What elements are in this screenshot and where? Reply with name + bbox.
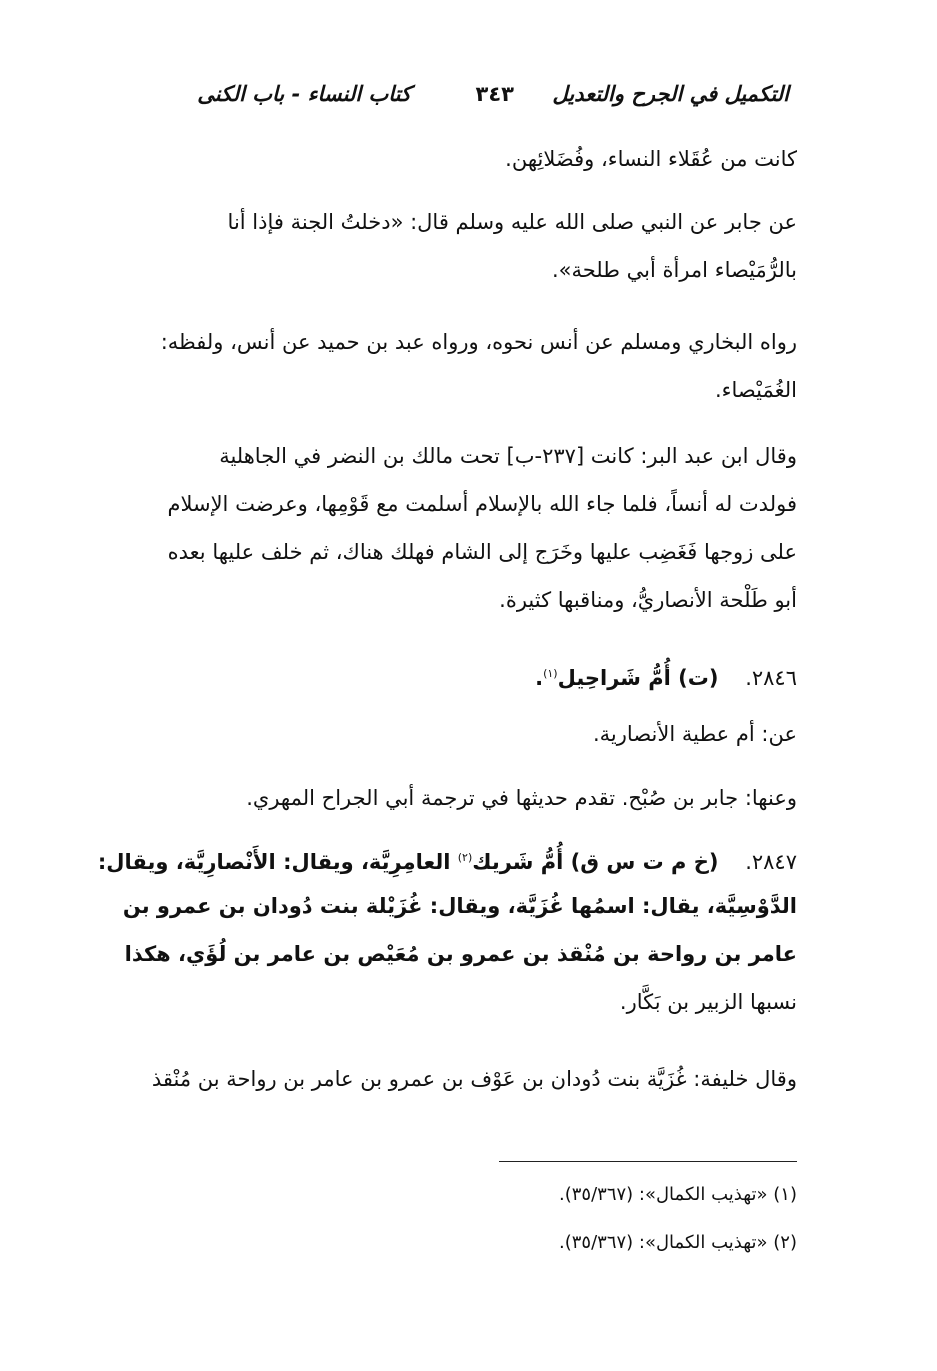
text-line: نسبها الزبير بن بَكَّار. xyxy=(619,990,797,1014)
paragraph-hadith xyxy=(107,198,797,294)
text-line: وعنها: جابر بن صُبْح. تقدم حديثها في ترجمة أبي الجراح المهري. xyxy=(246,786,797,810)
header-book-title: التكميل في الجرح والتعديل xyxy=(552,82,789,106)
paragraph-khalifa xyxy=(107,1055,797,1103)
text-line: على زوجها فَغَضِب عليها وخَرَج إلى الشام فهلك هناك، ثم خلف عليها بعده xyxy=(167,540,797,564)
entry-name: (خ م ت س ق) أُمُّ شَريك xyxy=(472,850,719,874)
text-line: أبو طَلْحة الأنصاريُّ، ومناقبها كثيرة. xyxy=(499,588,797,612)
text-line: عن: أم عطية الأنصارية. xyxy=(593,722,797,746)
text-line: الغُمَيْصاء. xyxy=(714,378,797,402)
entry-2847 xyxy=(97,834,797,1026)
running-header xyxy=(129,82,789,118)
footnote-ref: (١) xyxy=(543,667,558,680)
text-line: رواه البخاري ومسلم عن أنس نحوه، ورواه عبد بن حميد عن أنس، ولفظه: xyxy=(160,330,797,354)
text-line: فولدت له أنساً، فلما جاء الله بالإسلام أسلمت مع قَوْمِها، وعرضت الإسلام xyxy=(167,492,797,516)
entry-number: ٢٨٤٦. xyxy=(745,666,797,690)
header-section: كتاب النساء - باب الكنى xyxy=(197,82,411,106)
text-line: كانت من عُقَلاء النساء، وفُضَلائِهن. xyxy=(505,147,797,171)
page-number: ٣٤٣ xyxy=(475,82,514,106)
paragraph-1 xyxy=(107,135,797,183)
entry-2846 xyxy=(107,650,797,698)
text-line: عامر بن رواحة بن مُنْقذ بن عمرو بن مُعَيْص بن عامر بن لُؤَي، هكذا xyxy=(124,942,797,966)
paragraph-ibn-abd-al-barr xyxy=(107,432,797,624)
footnote-separator xyxy=(499,1161,797,1162)
text-line: الدَّوْسِيَّة، يقال: اسمُها غُزَيَّة، ويقال: غُزَيْلة بنت دُودان بن عمرو بن xyxy=(122,894,797,918)
text-line: عن جابر عن النبي صلى الله عليه وسلم قال: «دخلتُ الجنة فإذا أنا xyxy=(227,210,797,234)
paragraph-an xyxy=(107,710,797,758)
text-line: وقال خليفة: غُزَيَّة بنت دُودان بن عَوْف بن عمرو بن عامر بن رواحة بن مُنْقذ xyxy=(151,1067,797,1091)
entry-name: (ت) أُمُّ شَراحِيل xyxy=(557,666,719,690)
paragraph-anha xyxy=(107,774,797,822)
paragraph-riwaya xyxy=(107,318,797,414)
footnote-2: (٢) «تهذيب الكمال»: (٣٥/٣٦٧). xyxy=(559,1232,797,1253)
entry-heading: ٢٨٤٧. (خ م ت س ق) أُمُّ شَريك$^{(٢)}$ العامِرِيَّة، ويقال: الأَنْصارِيَّة، ويقال: xyxy=(97,850,797,874)
entry-number: ٢٨٤٧. xyxy=(745,850,797,874)
entry-heading: ٢٨٤٦. (ت) أُمُّ شَراحِيل$^{(١)}$. xyxy=(535,666,797,690)
footnote-ref: (٢) xyxy=(457,851,473,864)
text-line: وقال ابن عبد البر: كانت [٢٣٧-ب] تحت مالك بن النضر في الجاهلية xyxy=(219,444,797,468)
text-line: بالرُّمَيْصاء امرأة أبي طلحة». xyxy=(551,258,797,282)
footnote-1: (١) «تهذيب الكمال»: (٣٥/٣٦٧). xyxy=(559,1184,797,1205)
